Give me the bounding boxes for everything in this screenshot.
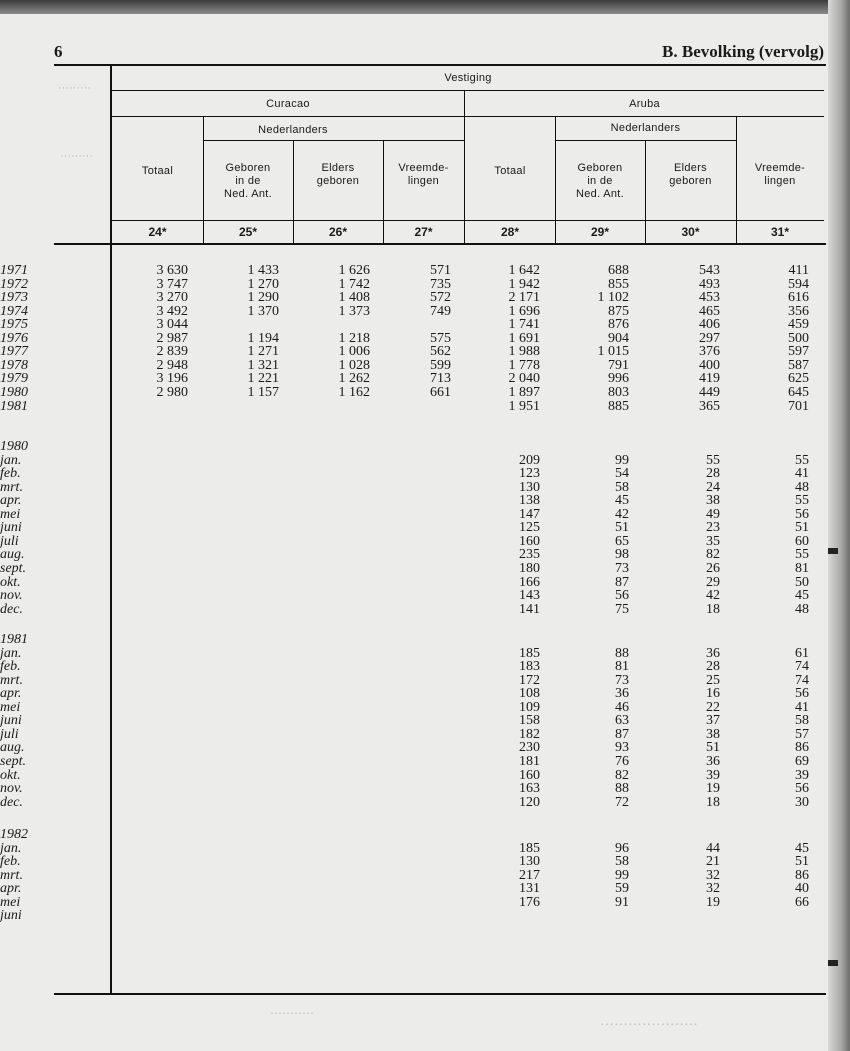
- table-cell: 24: [706, 479, 720, 495]
- table-cell: 86: [795, 867, 809, 883]
- table-cell: 73: [615, 560, 629, 576]
- table-cell: 32: [706, 881, 720, 897]
- header-elders-curacao: Elders geboren: [316, 162, 360, 187]
- table-cell: 54: [615, 466, 629, 482]
- table-cell: 876: [608, 317, 629, 333]
- row-label: 1971: [0, 263, 28, 278]
- row-label: 1976: [0, 330, 28, 346]
- row-label: juni: [0, 713, 22, 729]
- table-cell: 1 897: [508, 384, 540, 400]
- table-cell: 904: [608, 330, 629, 346]
- table-cell: 39: [795, 767, 809, 783]
- table-cell: 493: [699, 276, 720, 292]
- table-cell: 86: [795, 740, 809, 756]
- table-cell: 562: [430, 344, 451, 360]
- header-vreemdelingen-aruba: Vreemde- lingen: [754, 162, 806, 187]
- binding-mark: [828, 960, 838, 966]
- table-cell: 1 162: [338, 384, 370, 400]
- bleed-through: ·········: [60, 150, 93, 162]
- column-number: 30*: [681, 225, 700, 239]
- table-cell: 1 262: [338, 371, 370, 387]
- table-cell: 160: [519, 533, 540, 549]
- row-label: juni: [0, 908, 22, 924]
- row-label: sept.: [0, 560, 27, 576]
- table-cell: 1 696: [508, 303, 540, 319]
- table-cell: 411: [788, 263, 809, 278]
- header-nederlanders-aruba: Nederlanders: [610, 122, 681, 134]
- table-cell: 453: [699, 290, 720, 306]
- table-cell: 1 741: [508, 317, 540, 333]
- table-cell: 713: [430, 371, 451, 387]
- table-cell: 49: [706, 506, 720, 522]
- row-label: mrt.: [0, 867, 23, 883]
- table-cell: 2 171: [508, 290, 540, 306]
- row-label: apr.: [0, 881, 22, 897]
- table-cell: 143: [519, 588, 540, 604]
- header-geboren-aruba: Geboren in de Ned. Ant.: [576, 162, 624, 200]
- table-cell: 109: [519, 699, 540, 715]
- header-rule: [112, 116, 824, 117]
- table-cell: 87: [615, 726, 629, 742]
- column-number: 24*: [148, 225, 167, 239]
- table-cell: 55: [706, 452, 720, 468]
- table-cell: 185: [519, 840, 540, 856]
- table-cell: 55: [795, 452, 809, 468]
- table-cell: 688: [608, 263, 629, 278]
- table-cell: 1 006: [338, 344, 370, 360]
- table-cell: 365: [699, 398, 720, 414]
- row-label: mei: [0, 894, 21, 910]
- table-cell: 19: [706, 894, 720, 910]
- table-cell: 30: [795, 794, 809, 810]
- table-cell: 22: [706, 699, 720, 715]
- table-cell: 419: [699, 371, 720, 387]
- table-cell: 571: [430, 263, 451, 278]
- column-number: 27*: [414, 225, 433, 239]
- table-cell: 18: [706, 794, 720, 810]
- table-cell: 543: [699, 263, 720, 278]
- row-label: nov.: [0, 781, 23, 797]
- table-cell: 45: [615, 493, 629, 509]
- row-label: juni: [0, 520, 22, 536]
- row-label: mei: [0, 699, 21, 715]
- row-label: 1981: [0, 632, 28, 647]
- table-cell: 183: [519, 659, 540, 675]
- row-label: feb.: [0, 466, 21, 482]
- binding-mark: [828, 548, 838, 554]
- row-label: apr.: [0, 493, 22, 509]
- table-cell: 108: [519, 686, 540, 702]
- table-cell: 82: [615, 767, 629, 783]
- table-cell: 38: [706, 726, 720, 742]
- table-cell: 51: [615, 520, 629, 536]
- table-cell: 1 194: [247, 330, 279, 346]
- row-label: okt.: [0, 767, 21, 783]
- table-cell: 803: [608, 384, 629, 400]
- table-cell: 217: [519, 867, 540, 883]
- header-totaal-aruba: Totaal: [494, 165, 526, 177]
- row-label: dec.: [0, 794, 23, 810]
- table-cell: 87: [615, 574, 629, 590]
- table-cell: 58: [615, 854, 629, 870]
- table-cell: 3 630: [156, 263, 188, 278]
- row-label: aug.: [0, 547, 25, 563]
- table-cell: 36: [615, 686, 629, 702]
- column-number: 25*: [238, 225, 258, 239]
- table-cell: 69: [795, 753, 809, 769]
- table-cell: 594: [788, 276, 809, 292]
- header-rule: [112, 90, 824, 91]
- row-label: feb.: [0, 659, 21, 675]
- table-cell: 1 370: [247, 303, 279, 319]
- table-cell: 1 691: [508, 330, 540, 346]
- table-cell: 1 642: [508, 263, 540, 278]
- table-cell: 65: [615, 533, 629, 549]
- row-label: sept.: [0, 753, 27, 769]
- row-label: dec.: [0, 601, 23, 617]
- table-cell: 1 626: [338, 263, 370, 278]
- table-cell: 3 747: [156, 276, 188, 292]
- table-cell: 1 778: [508, 357, 540, 373]
- table-cell: 701: [788, 398, 809, 414]
- table-cell: 19: [706, 781, 720, 797]
- table-cell: 297: [699, 330, 720, 346]
- table-cell: 459: [788, 317, 809, 333]
- header-rule: [112, 220, 824, 221]
- table-cell: 55: [795, 493, 809, 509]
- table-cell: 449: [699, 384, 720, 400]
- table-cell: 158: [519, 713, 540, 729]
- table-cell: 42: [615, 506, 629, 522]
- page-number: 6: [54, 42, 63, 61]
- table-cell: 16: [706, 686, 720, 702]
- bleed-through: ···········: [270, 1006, 314, 1020]
- table-cell: 185: [519, 645, 540, 661]
- table-cell: 625: [788, 371, 809, 387]
- table-cell: 147: [519, 506, 540, 522]
- table-cell: 58: [795, 713, 809, 729]
- row-label: 1982: [0, 827, 28, 842]
- table-cell: 51: [706, 740, 720, 756]
- header-nederlanders-curacao: Nederlanders: [258, 124, 328, 136]
- table-cell: 48: [795, 601, 809, 617]
- table-cell: 1 221: [247, 371, 279, 387]
- row-label: 1980: [0, 439, 28, 454]
- table-cell: 61: [795, 645, 809, 661]
- table-cell: 661: [430, 384, 451, 400]
- table-cell: 791: [608, 357, 629, 373]
- table-cell: 125: [519, 520, 540, 536]
- table-cell: 73: [615, 672, 629, 688]
- table-cell: 735: [430, 276, 451, 292]
- table-cell: 575: [430, 330, 451, 346]
- table-cell: 645: [788, 384, 809, 400]
- table-top-rule: [54, 64, 826, 66]
- table-cell: 50: [795, 574, 809, 590]
- row-label: 1980: [0, 384, 28, 400]
- table-cell: 56: [795, 686, 809, 702]
- row-label: 1981: [0, 398, 28, 414]
- table-cell: 597: [788, 344, 809, 360]
- table-cell: 599: [430, 357, 451, 373]
- bleed-through: ·····················: [600, 1018, 698, 1033]
- header-bottom-rule: [54, 243, 826, 245]
- table-cell: 2 980: [156, 384, 188, 400]
- row-label: aug.: [0, 740, 25, 756]
- column-number: 31*: [770, 225, 790, 239]
- row-label: 1972: [0, 276, 28, 292]
- table-cell: 160: [519, 767, 540, 783]
- scan-right-edge: [828, 0, 850, 1051]
- table-cell: 60: [795, 533, 809, 549]
- table-cell: 55: [795, 547, 809, 563]
- table-cell: 172: [519, 672, 540, 688]
- table-cell: 45: [795, 588, 809, 604]
- row-label: 1977: [0, 344, 28, 360]
- table-cell: 96: [615, 840, 629, 856]
- table-cell: 18: [706, 601, 720, 617]
- table-cell: 76: [615, 753, 629, 769]
- table-cell: 75: [615, 601, 629, 617]
- table-cell: 99: [615, 452, 629, 468]
- table-cell: 176: [519, 894, 540, 910]
- table-cell: 2 040: [508, 371, 540, 387]
- table-cell: 39: [706, 767, 720, 783]
- table-cell: 3 044: [156, 317, 188, 333]
- table-cell: 41: [795, 699, 809, 715]
- table-cell: 875: [608, 303, 629, 319]
- table-cell: 21: [706, 854, 720, 870]
- table-cell: 996: [608, 371, 629, 387]
- header-curacao: Curacao: [266, 98, 310, 110]
- table-cell: 63: [615, 713, 629, 729]
- section-title: B. Bevolking (vervolg): [662, 42, 824, 61]
- header-totaal-curacao: Totaal: [141, 165, 174, 177]
- row-label: 1979: [0, 371, 28, 387]
- table-cell: 1 102: [597, 290, 629, 306]
- table-cell: 44: [706, 840, 720, 856]
- table-cell: 2 839: [156, 344, 188, 360]
- table-cell: 130: [519, 854, 540, 870]
- header-vreemdelingen-curacao: Vreemde- lingen: [398, 162, 449, 187]
- table-cell: 72: [615, 794, 629, 810]
- row-label: feb.: [0, 854, 21, 870]
- table-cell: 46: [615, 699, 629, 715]
- row-label: mei: [0, 506, 21, 522]
- table-cell: 28: [706, 466, 720, 482]
- table-cell: 1 373: [338, 303, 370, 319]
- table-cell: 1 433: [247, 263, 279, 278]
- table-cell: 51: [795, 520, 809, 536]
- table-cell: 230: [519, 740, 540, 756]
- table-cell: 209: [519, 452, 540, 468]
- row-label: jan.: [0, 840, 22, 856]
- table-cell: 855: [608, 276, 629, 292]
- table-cell: 45: [795, 840, 809, 856]
- table-cell: 26: [706, 560, 720, 576]
- table-cell: 91: [615, 894, 629, 910]
- table-cell: 356: [788, 303, 809, 319]
- table-cell: 48: [795, 479, 809, 495]
- table-cell: 123: [519, 466, 540, 482]
- table-cell: 406: [699, 317, 720, 333]
- table-cell: 81: [795, 560, 809, 576]
- table-cell: 749: [430, 303, 451, 319]
- row-label: 1974: [0, 303, 28, 319]
- table-cell: 1 321: [247, 357, 279, 373]
- table-cell: 181: [519, 753, 540, 769]
- table-cell: 1 028: [338, 357, 370, 373]
- table-cell: 82: [706, 547, 720, 563]
- row-label: 1973: [0, 290, 28, 306]
- row-label: juli: [0, 726, 19, 742]
- table-cell: 23: [706, 520, 720, 536]
- table-cell: 138: [519, 493, 540, 509]
- table-cell: 99: [615, 867, 629, 883]
- table-cell: 885: [608, 398, 629, 414]
- table-cell: 25: [706, 672, 720, 688]
- table-cell: 1 218: [338, 330, 370, 346]
- table-cell: 235: [519, 547, 540, 563]
- table-cell: 120: [519, 794, 540, 810]
- table-cell: 465: [699, 303, 720, 319]
- table-cell: 182: [519, 726, 540, 742]
- table-cell: 3 492: [156, 303, 188, 319]
- table-cell: 400: [699, 357, 720, 373]
- table-cell: 1 742: [338, 276, 370, 292]
- row-label: mrt.: [0, 479, 23, 495]
- header-elders-aruba: Elders geboren: [669, 162, 712, 187]
- table-cell: 500: [788, 330, 809, 346]
- header-aruba: Aruba: [629, 98, 660, 110]
- header-vestiging: Vestiging: [444, 72, 492, 84]
- stub-divider: [110, 64, 112, 994]
- row-label: 1975: [0, 317, 28, 333]
- table-cell: 98: [615, 547, 629, 563]
- header-rule: [203, 140, 464, 141]
- table-cell: 36: [706, 645, 720, 661]
- table-cell: 180: [519, 560, 540, 576]
- table-cell: 1 270: [247, 276, 279, 292]
- table-cell: 130: [519, 479, 540, 495]
- table-cell: 1 271: [247, 344, 279, 360]
- table-cell: 81: [615, 659, 629, 675]
- table-cell: 56: [795, 781, 809, 797]
- table-cell: 88: [615, 781, 629, 797]
- table-cell: 587: [788, 357, 809, 373]
- table-bottom-rule: [54, 993, 826, 995]
- row-label: nov.: [0, 588, 23, 604]
- table-cell: 32: [706, 867, 720, 883]
- table-cell: 3 196: [156, 371, 188, 387]
- row-label: 1978: [0, 357, 28, 373]
- table-cell: 2 987: [156, 330, 188, 346]
- row-label: okt.: [0, 574, 21, 590]
- table-cell: 1 290: [247, 290, 279, 306]
- table-cell: 74: [795, 659, 809, 675]
- table-cell: 376: [699, 344, 720, 360]
- bleed-through: ·········: [58, 82, 91, 94]
- table-cell: 29: [706, 574, 720, 590]
- header-geboren-curacao: Geboren in de Ned. Ant.: [224, 162, 272, 200]
- table-cell: 2 948: [156, 357, 188, 373]
- table-cell: 36: [706, 753, 720, 769]
- table-cell: 1 015: [597, 344, 629, 360]
- column-number: 29*: [590, 225, 610, 239]
- row-label: jan.: [0, 645, 22, 661]
- table-cell: 1 157: [247, 384, 279, 400]
- table-cell: 56: [615, 588, 629, 604]
- table-cell: 41: [795, 466, 809, 482]
- table-cell: 28: [706, 659, 720, 675]
- table-cell: 40: [795, 881, 809, 897]
- table-cell: 131: [519, 881, 540, 897]
- row-label: jan.: [0, 452, 22, 468]
- table-cell: 35: [706, 533, 720, 549]
- row-label: apr.: [0, 686, 22, 702]
- table-cell: 74: [795, 672, 809, 688]
- table-cell: 616: [788, 290, 809, 306]
- table-cell: 93: [615, 740, 629, 756]
- table-cell: 66: [795, 894, 809, 910]
- table-cell: 42: [706, 588, 720, 604]
- table-cell: 88: [615, 645, 629, 661]
- scan-top-edge: [0, 0, 850, 14]
- table-cell: 141: [519, 601, 540, 617]
- table-cell: 58: [615, 479, 629, 495]
- table-cell: 1 951: [508, 398, 540, 414]
- table-cell: 1 942: [508, 276, 540, 292]
- column-number: 26*: [328, 225, 348, 239]
- table-cell: 57: [795, 726, 809, 742]
- row-label: juli: [0, 533, 19, 549]
- table-cell: 37: [706, 713, 720, 729]
- table-cell: 3 270: [156, 290, 188, 306]
- table-cell: 166: [519, 574, 540, 590]
- table-cell: 1 988: [508, 344, 540, 360]
- table-cell: 38: [706, 493, 720, 509]
- table-cell: 163: [519, 781, 540, 797]
- table-cell: 56: [795, 506, 809, 522]
- table-cell: 51: [795, 854, 809, 870]
- table-cell: 59: [615, 881, 629, 897]
- table-cell: 1 408: [338, 290, 370, 306]
- table-cell: 572: [430, 290, 451, 306]
- row-label: mrt.: [0, 672, 23, 688]
- column-number: 28*: [500, 225, 520, 239]
